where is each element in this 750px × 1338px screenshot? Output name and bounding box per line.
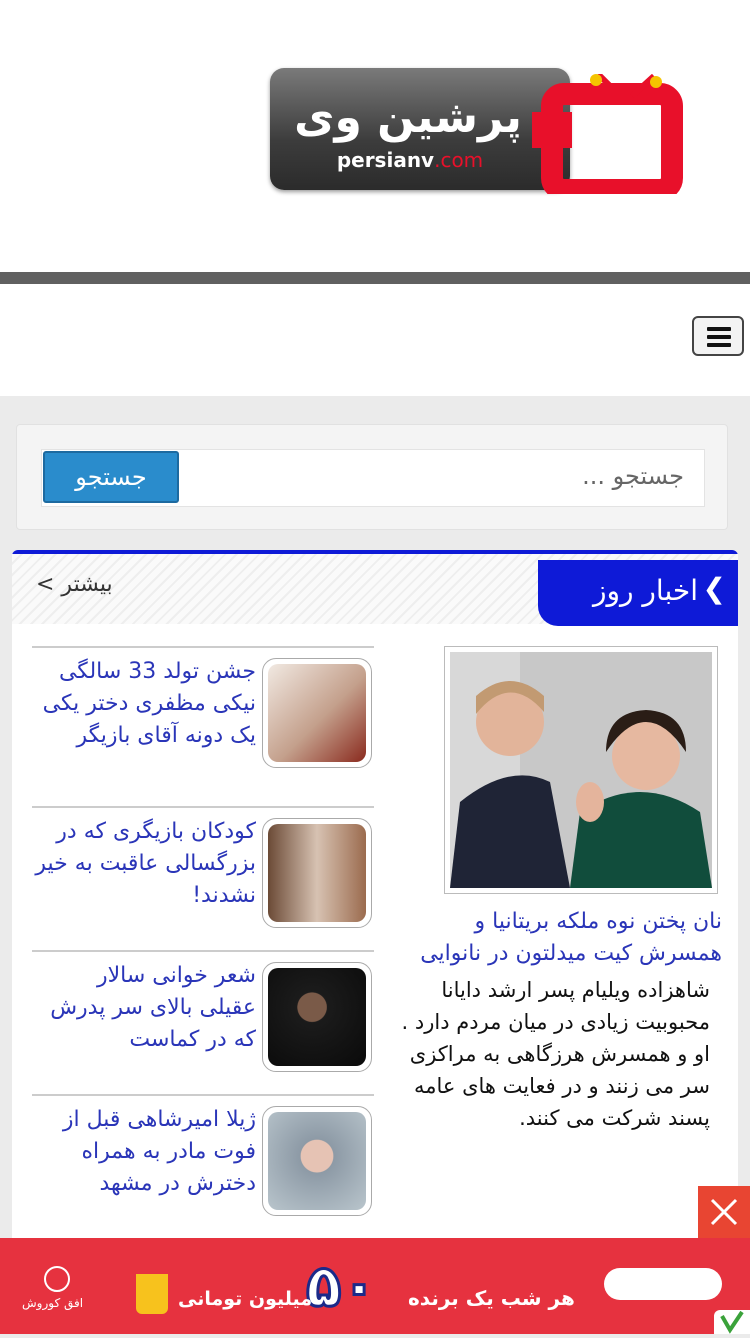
news-thumbnail[interactable]: [262, 962, 372, 1072]
ad-choices-icon[interactable]: [714, 1310, 750, 1334]
menu-icon-line: [707, 335, 731, 339]
more-link[interactable]: بیشتر >: [36, 572, 113, 597]
logo-domain: persianv.com: [336, 148, 484, 172]
hamburger-menu-button[interactable]: [692, 316, 744, 356]
featured-title[interactable]: نان پختن نوه ملکه بریتانیا و همسرش کیت میدلتون در نانوایی: [420, 909, 722, 966]
section-title: اخبار روز: [592, 574, 698, 607]
photo-illustration: [450, 652, 712, 888]
brand-logo-icon: [44, 1266, 70, 1292]
thumb-photo: [268, 824, 366, 922]
search-box: [16, 424, 728, 530]
news-item-title[interactable]: شعر خوانی سالار عقیلی بالای سر پدرش که در کماست: [50, 963, 256, 1052]
news-item-title[interactable]: ژیلا امیرشاهی قبل از فوت مادر به همراه دخترش در مشهد: [62, 1107, 256, 1196]
featured-photo: [450, 652, 712, 888]
menu-icon: [707, 327, 731, 331]
news-section: [12, 550, 738, 1254]
news-item[interactable]: [32, 806, 374, 950]
news-thumbnail[interactable]: [262, 818, 372, 928]
popcorn-icon: [136, 1274, 168, 1314]
ad-line1: هر شب یک برنده: [408, 1286, 575, 1310]
news-thumbnail[interactable]: [262, 1106, 372, 1216]
site-logo[interactable]: [270, 30, 706, 198]
ad-banner[interactable]: [0, 1238, 750, 1334]
featured-image[interactable]: [444, 646, 718, 894]
news-item[interactable]: [32, 950, 374, 1094]
search-placeholder: جستجو ...: [582, 462, 684, 490]
check-icon: [714, 1310, 750, 1334]
news-item[interactable]: [32, 646, 374, 806]
ad-amount: ۵۰: [306, 1252, 377, 1320]
ad-brand: افق کوروش: [22, 1296, 84, 1310]
ad-line2: میلیون تومانی: [178, 1288, 313, 1310]
news-item[interactable]: [32, 1094, 374, 1238]
news-item-title[interactable]: کودکان بازیگری که در بزرگسالی عاقبت به خیر نشدند!: [35, 819, 256, 908]
news-item-title[interactable]: جشن تولد 33 سالگی نیکی مظفری دختر یکی یک دونه آقای بازیگر: [42, 659, 256, 748]
chevron-right-icon: ❯: [702, 572, 726, 605]
thumb-photo: [268, 968, 366, 1066]
thumb-photo: [268, 664, 366, 762]
search-button[interactable]: جستجو: [43, 451, 179, 503]
tv-logo-icon: [532, 74, 704, 194]
ad-cta[interactable]: [604, 1268, 722, 1300]
news-section-header: [12, 554, 738, 624]
tab-daily-news[interactable]: [538, 560, 738, 626]
header-divider: [0, 272, 750, 284]
menu-icon-line: [707, 343, 731, 347]
nav-bar: [0, 284, 750, 396]
featured-description: شاهزاده ویلیام پسر ارشد دایانا محبوبیت زیادی در میان مردم دارد . او و همسرش هرزگاهی به مراکزی سر می زنند و در فعایت های عامه پسند شرکت می کنند.: [401, 978, 710, 1130]
close-icon: [698, 1186, 750, 1238]
news-thumbnail[interactable]: [262, 658, 372, 768]
logo-text: پرشین وی: [294, 92, 522, 143]
thumb-photo: [268, 1112, 366, 1210]
close-ad-button[interactable]: [698, 1186, 750, 1238]
